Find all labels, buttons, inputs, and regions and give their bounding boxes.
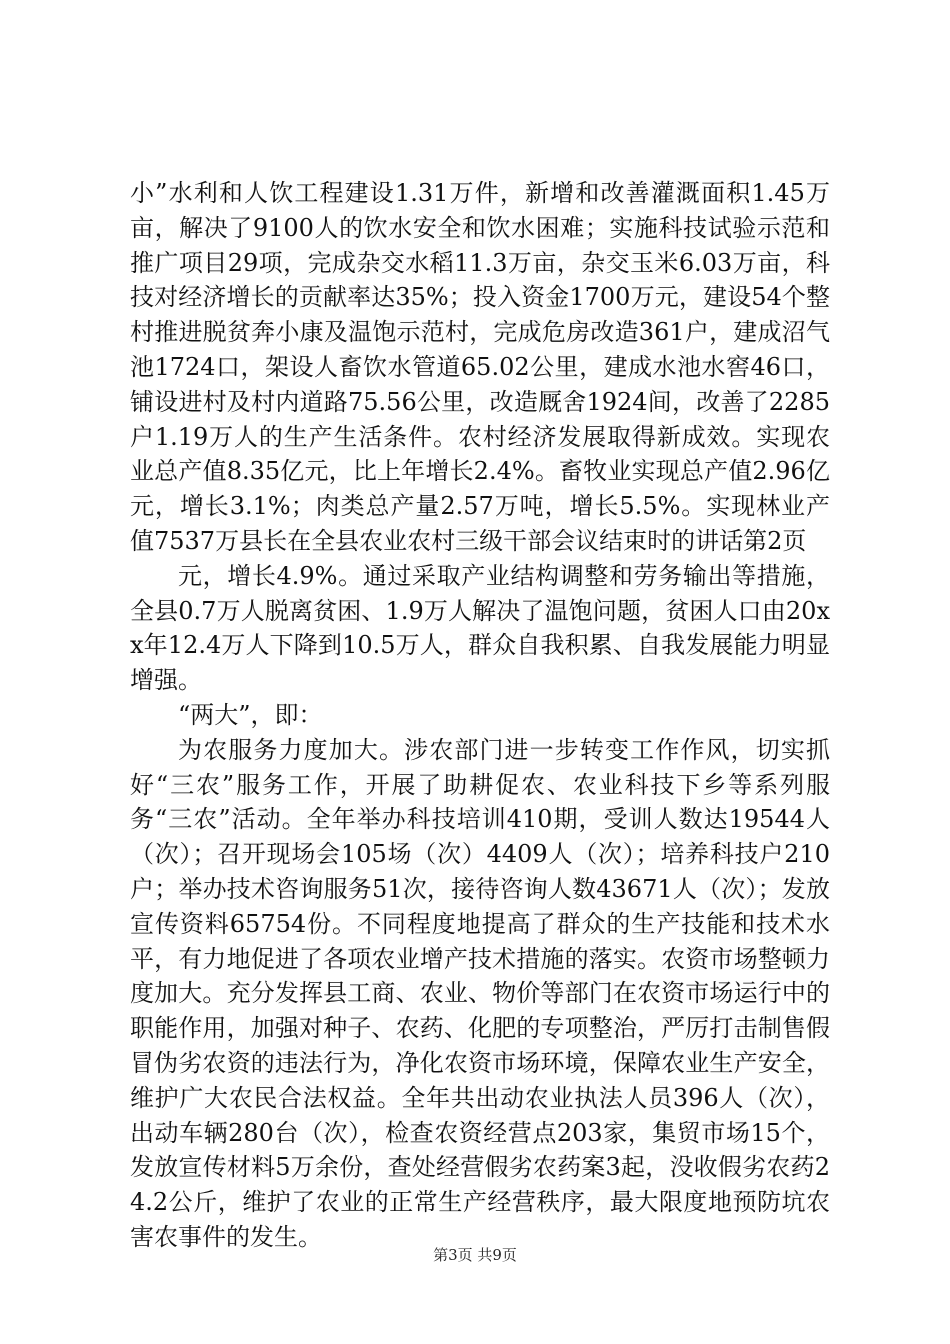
- paragraph-poverty-results: 元，增长4.9%。通过采取产业结构调整和劳务输出等措施，全县0.7万人脱离贫困、1.9万人解决了温饱问题，贫困人口由20xx年12.4万人下降到10.5万人，群众自我积累、自我发展能力明显增强。: [130, 561, 830, 695]
- paragraph-two-major-heading: “两大”，即：: [178, 700, 323, 729]
- page-footer: [0, 1244, 950, 1265]
- page-number-indicator: 第3页 共9页: [433, 1246, 517, 1264]
- paragraph-service-and-market: 为农服务力度加大。涉农部门进一步转变工作作风，切实抓好“三农”服务工作，开展了助耕促农、农业科技下乡等系列服务“三农”活动。全年举办科技培训410期，受训人数达19544人（次）；召开现场会105场（次）4409人（次）；培养科技户210户；举办技术咨询服务51次，接待咨询人数43671人（次）；发放宣传资料65754份。不同程度地提高了群众的生产技能和技术水平，有力地促进了各项农业增产技术措施的落实。农资市场整顿力度加大。充分发挥县工商、农业、物价等部门在农资市场运行中的职能作用，加强对种子、农药、化肥的专项整治，严厉打击制售假冒伪劣农资的违法行为，净化农资市场环境，保障农业生产安全，维护广大农民合法权益。全年共出动农业执法人员396人（次），出动车辆280台（次），检查农资经营点203家，集贸市场15个，发放宣传材料5万余份，查处经营假劣农药案3起，没收假劣农药24.2公斤，维护了农业的正常生产经营秩序，最大限度地预防坑农害农事件的发生。: [130, 735, 830, 1251]
- paragraph-continuation: 小”水利和人饮工程建设1.31万件，新增和改善灌溉面积1.45万亩，解决了9100人的饮水安全和饮水困难；实施科技试验示范和推广项目29项，完成杂交水稻11.3万亩，杂交玉米6.03万亩，科技对经济增长的贡献率达35%；投入资金1700万元，建设54个整村推进脱贫奔小康及温饱示范村，完成危房改造361户，建成沼气池1724口，架设人畜饮水管道65.02公里，建成水池水窖46口，铺设进村及村内道路75.56公里，改造厩舍1924间，改善了2285户1.19万人的生产生活条件。农村经济发展取得新成效。实现农业总产值8.35亿元，比上年增长2.4%。畜牧业实现总产值2.96亿元，增长3.1%；肉类总产量2.57万吨，增长5.5%。实现林业产值7537万县长在全县农业农村三级干部会议结束时的讲话第2页: [130, 179, 830, 555]
- document-body: [130, 176, 830, 1255]
